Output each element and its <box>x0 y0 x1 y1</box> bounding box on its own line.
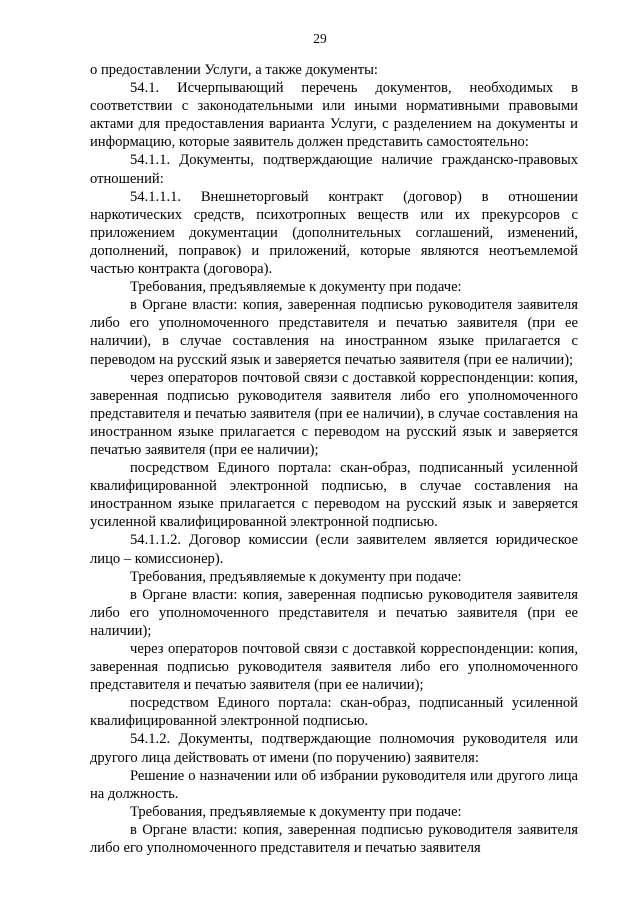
paragraph-continuation: о предоставлении Услуги, а также документы: <box>90 62 378 78</box>
paragraph-portal-scan: посредством Единого портала: скан-образ, подписанный усиленной квалифицированной электронной подписью. <box>90 695 578 730</box>
document-body <box>90 61 578 857</box>
paragraph-54-1-1: 54.1.1. Документы, подтверждающие наличие гражданско-правовых отношений: <box>90 152 578 187</box>
paragraph-requirements: Требования, предъявляемые к документу при подаче: <box>130 803 462 820</box>
paragraph-authority-copy: в Органе власти: копия, заверенная подписью руководителя заявителя либо его уполномоченного представителя и печатью заявителя <box>90 821 578 857</box>
paragraph-postal-copy: через операторов почтовой связи с доставкой корреспонденции: копия, заверенная подписью руководителя заявителя либо его уполномоченного представителя и печатью заявителя (при ее наличии), в случае составления на иностранном языке прилагается с переводом на русский язык и заверяется печатью заявителя (при ее наличии); <box>90 369 578 458</box>
paragraph-54-1-1-1: 54.1.1.1. Внешнеторговый контракт (договор) в отношении наркотических средств, психотропных веществ или их прекурсоров с приложением документации (дополнительных соглашений, изменений, дополнений, поправок) и приложений, которые являются неотъемлемой частью контракта (договора). <box>90 188 578 278</box>
paragraph-authority-copy: в Органе власти: копия, заверенная подписью руководителя заявителя либо его уполномоченного представителя и печатью заявителя (при ее наличии); <box>90 586 578 639</box>
paragraph-54-1-1-2: 54.1.1.2. Договор комиссии (если заявителем является юридическое лицо – комиссионер). <box>90 532 578 567</box>
paragraph-appointment-decision: Решение о назначении или об избрании руководителя или другого лица на должность. <box>90 767 578 802</box>
paragraph-postal-copy: через операторов почтовой связи с доставкой корреспонденции: копия, заверенная подписью руководителя заявителя либо его уполномоченного представителя и печатью заявителя (при ее наличии); <box>90 641 578 694</box>
paragraph-requirements: Требования, предъявляемые к документу при подаче: <box>130 568 462 585</box>
page-number: 29 <box>313 31 327 46</box>
paragraph-54-1-2: 54.1.2. Документы, подтверждающие полномочия руководителя или другого лица действовать от имени (по поручению) заявителя: <box>90 731 578 766</box>
paragraph-requirements: Требования, предъявляемые к документу при подаче: <box>130 279 462 296</box>
paragraph-authority-copy: в Органе власти: копия, заверенная подписью руководителя заявителя либо его уполномоченного представителя и печатью заявителя (при ее наличии), в случае составления на иностранном языке прилагается с переводом на русский язык и заверяется печатью заявителя (при ее наличии); <box>90 297 578 368</box>
paragraph-54-1: 54.1. Исчерпывающий перечень документов, необходимых в соответствии с законодательными или иными нормативными правовыми актами для предоставления варианта Услуги, с разделением на документы и информацию, которые заявитель должен представить самостоятельно: <box>90 80 578 151</box>
paragraph-portal-scan: посредством Единого портала: скан-образ, подписанный усиленной квалифицированной электронной подписью, в случае составления на иностранном языке прилагается с переводом на русский язык и заверяется усиленной квалифицированной электронной подписью. <box>90 460 578 531</box>
